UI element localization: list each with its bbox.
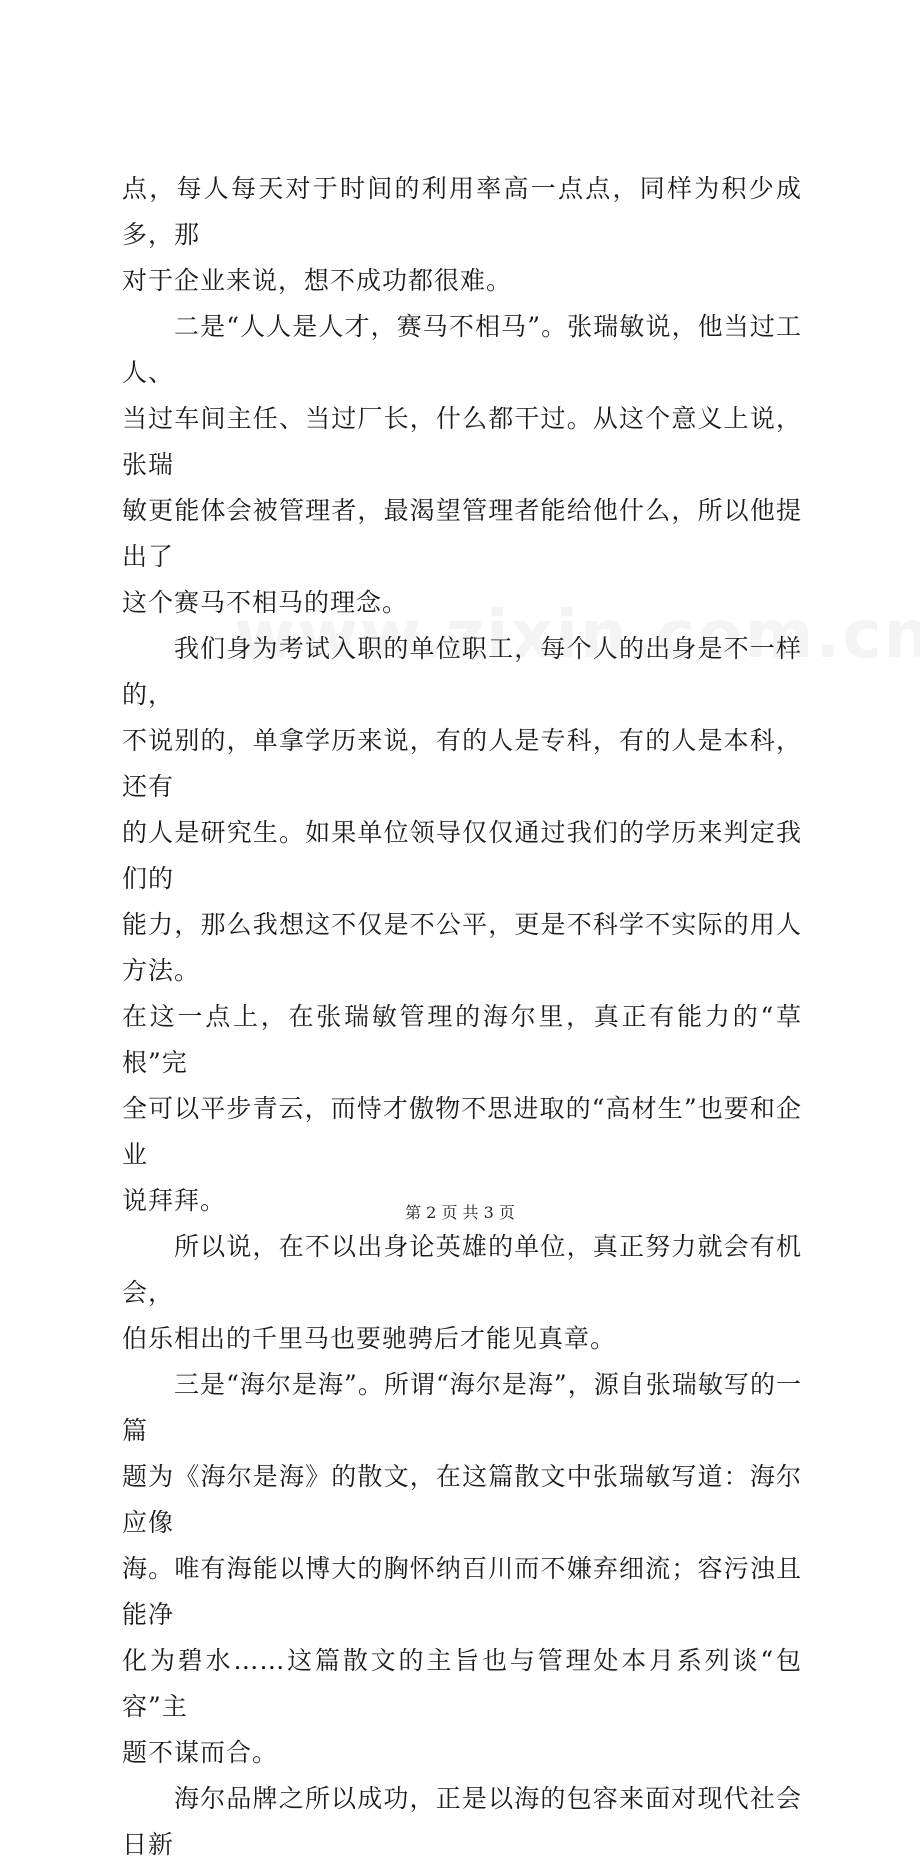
paragraph-2 — [122, 304, 802, 626]
line: 说拜拜。 — [122, 1186, 227, 1215]
line: 点，每人每天对于时间的利用率高一点点，同样为积少成多，那 — [122, 174, 802, 249]
line: 敏更能体会被管理者，最渴望管理者能给他什么，所以他提出了 — [122, 496, 802, 571]
line: 对于企业来说，想不成功都很难。 — [122, 266, 513, 295]
line: 我们身为考试入职的单位职工，每个人的出身是不一样的， — [122, 634, 802, 709]
line: 在这一点上，在张瑞敏管理的海尔里，真正有能力的“草根”完 — [122, 1002, 802, 1077]
paragraph-1 — [122, 166, 802, 304]
line: 不说别的，单拿学历来说，有的人是专科，有的人是本科，还有 — [122, 726, 802, 801]
line: 这个赛马不相马的理念。 — [122, 588, 409, 617]
body-text — [122, 166, 802, 1868]
line: 能力，那么我想这不仅是不公平，更是不科学不实际的用人方法。 — [122, 910, 802, 985]
paragraph-5 — [122, 1362, 802, 1776]
line: 的人是研究生。如果单位领导仅仅通过我们的学历来判定我们的 — [122, 818, 802, 893]
line: 全可以平步青云，而恃才傲物不思进取的“高材生”也要和企业 — [122, 1094, 802, 1169]
line: 伯乐相出的千里马也要驰骋后才能见真章。 — [122, 1324, 617, 1353]
line: 题不谋而合。 — [122, 1738, 279, 1767]
line: 二是“人人是人才，赛马不相马”。张瑞敏说，他当过工人、 — [122, 312, 802, 387]
line: 化为碧水……这篇散文的主旨也与管理处本月系列谈“包容”主 — [122, 1646, 802, 1721]
paragraph-3 — [122, 626, 802, 1224]
paragraph-6 — [122, 1776, 802, 1868]
line: 所以说，在不以出身论英雄的单位，真正努力就会有机会， — [122, 1232, 802, 1307]
line: 三是“海尔是海”。所谓“海尔是海”，源自张瑞敏写的一篇 — [122, 1370, 802, 1445]
line: 当过车间主任、当过厂长，什么都干过。从这个意义上说，张瑞 — [122, 404, 802, 479]
line: 题为《海尔是海》的散文，在这篇散文中张瑞敏写道：海尔应像 — [122, 1462, 802, 1537]
paragraph-4 — [122, 1224, 802, 1362]
page-number-footer: 第 2 页 共 3 页 — [405, 1203, 515, 1222]
line: 海尔品牌之所以成功，正是以海的包容来面对现代社会日新 — [122, 1784, 802, 1859]
line: 海。唯有海能以博大的胸怀纳百川而不嫌弃细流；容污浊且能净 — [122, 1554, 802, 1629]
